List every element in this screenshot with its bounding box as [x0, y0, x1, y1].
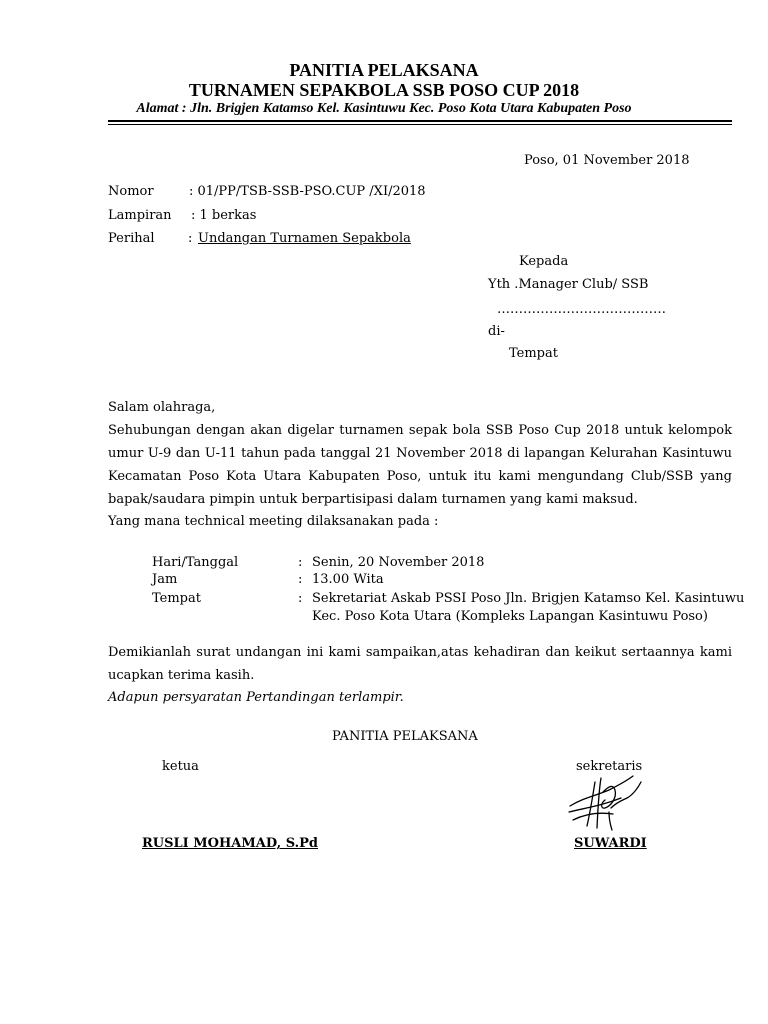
closing-paragraph	[108, 641, 732, 687]
perihal-label: Perihal	[108, 231, 155, 246]
perihal-colon: :	[188, 231, 193, 246]
body-line: umur U-9 dan U-11 tahun pada tanggal 21 November 2018 di lapangan Kelurahan Kasintuwu	[108, 446, 732, 461]
perihal-value: Undangan Turnamen Sepakbola	[198, 231, 411, 246]
handwritten-signature	[565, 768, 645, 838]
schedule-jam-value: 13.00 Wita	[312, 572, 384, 587]
lampiran-label: Lampiran	[108, 208, 172, 223]
meeting-intro: Yang mana technical meeting dilaksanakan pada :	[108, 514, 439, 529]
attachment-note: Adapun persyaratan Pertandingan terlampir.	[108, 690, 404, 705]
letterhead-title: PANITIA PELAKSANA	[289, 60, 479, 80]
sekretaris-title: sekretaris	[576, 759, 643, 774]
schedule-jam-label: Jam	[152, 572, 178, 587]
body-paragraph	[108, 419, 732, 511]
lampiran-value: : 1 berkas	[191, 208, 257, 223]
recipient-di: di-	[488, 324, 505, 339]
letterhead-subtitle: TURNAMEN SEPAKBOLA SSB POSO CUP 2018	[188, 80, 580, 100]
recipient-dots: …………………………………	[497, 302, 666, 317]
letterhead-rule-thick	[108, 120, 732, 122]
letter-date: Poso, 01 November 2018	[524, 153, 690, 168]
schedule-colon: :	[298, 572, 303, 587]
closing-line: Demikianlah surat undangan ini kami sampaikan,atas kehadiran dan keikut sertaannya kami	[108, 645, 732, 660]
recipient-yth: Yth .Manager Club/ SSB	[488, 277, 649, 292]
body-line: Kecamatan Poso Kota Utara Kabupaten Poso, untuk itu kami mengundang Club/SSB yang	[108, 469, 732, 484]
sekretaris-name: SUWARDI	[574, 836, 647, 851]
schedule-colon: :	[298, 555, 303, 570]
salutation: Salam olahraga,	[108, 400, 216, 415]
schedule-hari-value: Senin, 20 November 2018	[312, 555, 485, 570]
nomor-label: Nomor	[108, 184, 154, 199]
ketua-name: RUSLI MOHAMAD, S.Pd	[142, 836, 319, 851]
letterhead-address: Alamat : Jln. Brigjen Katamso Kel. Kasintuwu Kec. Poso Kota Utara Kabupaten Poso	[136, 101, 632, 116]
recipient-kepada: Kepada	[519, 254, 569, 269]
schedule-colon: :	[298, 591, 303, 606]
schedule-tempat-label: Tempat	[152, 591, 201, 606]
letterhead-rule-thin	[108, 124, 732, 125]
nomor-value: : 01/PP/TSB-SSB-PSO.CUP /XI/2018	[189, 184, 426, 199]
recipient-tempat: Tempat	[509, 346, 558, 361]
schedule-tempat-value-2: Kec. Poso Kota Utara (Kompleks Lapangan Kasintuwu Poso)	[312, 609, 708, 624]
schedule-tempat-value-1: Sekretariat Askab PSSI Poso Jln. Brigjen Katamso Kel. Kasintuwu	[312, 591, 745, 606]
committee-label: PANITIA PELAKSANA	[332, 729, 478, 744]
ketua-title: ketua	[162, 759, 199, 774]
closing-line-last: ucapkan terima kasih.	[108, 668, 255, 683]
schedule-hari-label: Hari/Tanggal	[152, 555, 239, 570]
body-line: Sehubungan dengan akan digelar turnamen sepak bola SSB Poso Cup 2018 untuk kelompok	[108, 423, 732, 438]
body-line-last: bapak/saudara pimpin untuk berpartisipasi dalam turnamen yang kami maksud.	[108, 492, 638, 507]
